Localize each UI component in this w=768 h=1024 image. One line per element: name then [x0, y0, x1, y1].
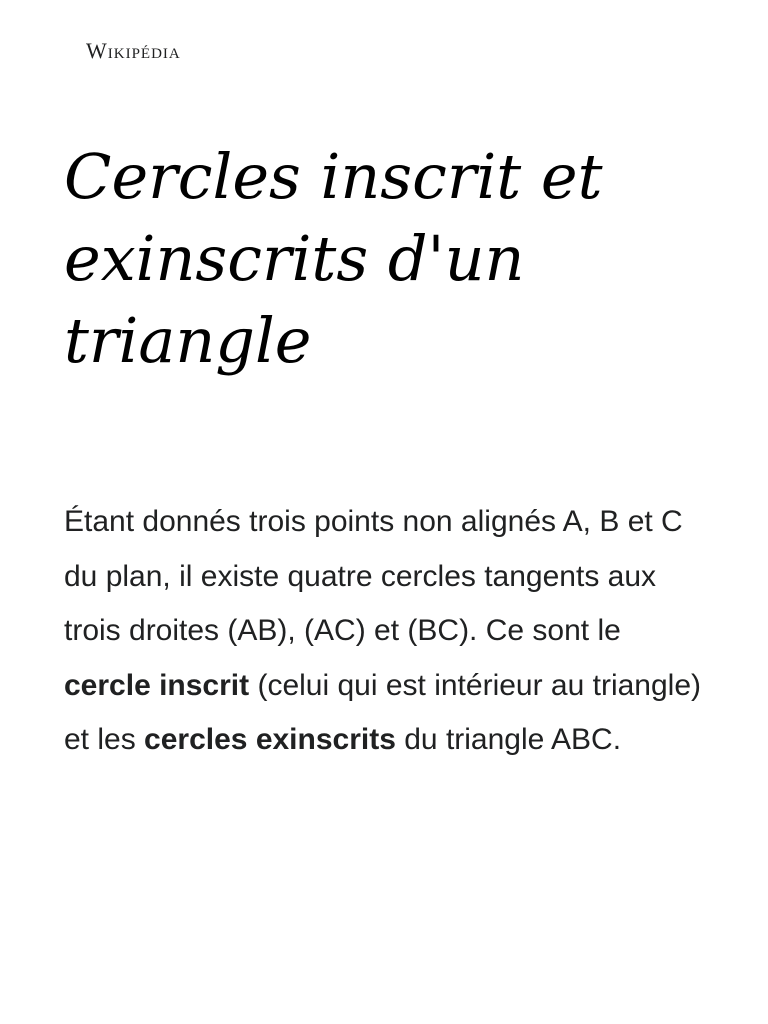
term-cercles-exinscrits: cercles exinscrits — [144, 723, 396, 756]
page-title: Cercles inscrit et exinscrits d'un triangle — [64, 140, 603, 377]
lead-text-part-2: (celui qui est intérieur au triangle) et les — [64, 668, 702, 756]
lead-text-part-3: du triangle ABC. — [395, 723, 622, 756]
wikipedia-wordmark[interactable]: Wikipédia — [86, 38, 181, 63]
lead-paragraph — [64, 495, 704, 768]
lead-text-part-1: Étant donnés trois points non alignés A, B et C du plan, il existe quatre cercles tangents aux trois droites (AB), (AC) et (BC). Ce sont le — [64, 505, 683, 647]
term-cercle-inscrit: cercle inscrit — [64, 668, 250, 702]
